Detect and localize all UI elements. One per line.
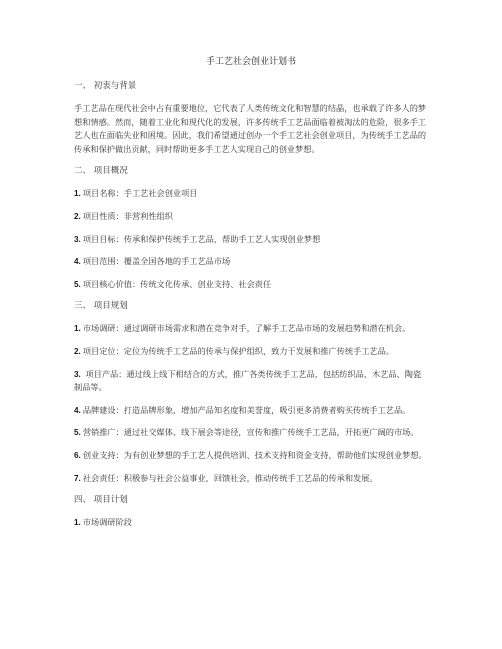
overview-item xyxy=(74,187,428,201)
planning-item xyxy=(74,449,428,463)
planning-item xyxy=(74,404,428,418)
section-heading-plan: 四、 项目计划 xyxy=(74,495,128,506)
overview-item xyxy=(74,255,428,269)
planning-item xyxy=(74,322,428,336)
item-text: 项目性质：非营利性组织 xyxy=(82,210,173,221)
planning-item xyxy=(74,368,428,395)
item-text: 项目核心价值：传统文化传承、创业支持、社会责任 xyxy=(82,278,272,289)
item-number: 4. xyxy=(74,405,81,415)
plan-item xyxy=(74,516,428,530)
item-number: 6. xyxy=(74,450,81,460)
document-title: 手工艺社会创业计划书 xyxy=(205,57,296,67)
item-number: 5. xyxy=(74,428,81,438)
item-number: 7. xyxy=(74,473,81,483)
item-number: 3. xyxy=(74,369,81,379)
item-number: 2. xyxy=(74,211,81,221)
section-heading-background: 一、 初衷与背景 xyxy=(74,81,137,91)
item-text: 市场调研：通过调研市场需求和潜在竞争对手，了解手工艺品市场的发展趋势和潜在机会。 xyxy=(82,323,411,334)
planning-item xyxy=(74,345,428,359)
item-number: 5. xyxy=(74,279,81,289)
section-heading-overview: 二、 项目概况 xyxy=(74,166,128,177)
item-text: 品牌建设：打造品牌形象，增加产品知名度和美誉度，吸引更多消费者购买传统手工艺品。 xyxy=(82,404,411,415)
item-number: 3. xyxy=(74,234,81,244)
overview-item xyxy=(74,278,428,292)
item-text: 市场调研阶段 xyxy=(82,517,132,528)
item-text: 项目定位：定位为传统手工艺品的传承与保护组织，致力于发展和推广传统手工艺品。 xyxy=(82,345,394,356)
item-text: 项目目标：传承和保护传统手工艺品，帮助手工艺人实现创业梦想 xyxy=(82,233,321,244)
item-text: 营销推广：通过社交媒体、线下展会等途径，宣传和推广传统手工艺品，开拓更广阔的市场。 xyxy=(82,427,419,438)
background-paragraph: 手工艺品在现代社会中占有重要地位，它代表了人类传统文化和智慧的结晶，也承载了许多人的梦想和情感。然而，随着工业化和现代化的发展，许多传统手工艺品面临着被淘汰的危险，很多手工艺人也在面临失业和困境。因此，我们希望通过创办一个手工艺社会创业项目，为传统手工艺品的传承和保护做出贡献，同时帮助更多手工艺人实现自己的创业梦想。 xyxy=(74,103,427,154)
item-number: 1. xyxy=(74,518,81,528)
item-number: 4. xyxy=(74,257,81,267)
section-heading-planning: 三、 项目规划 xyxy=(74,301,128,312)
item-text: 社会责任：积极参与社会公益事业，回馈社会，推动传统手工艺品的传承和发展。 xyxy=(82,472,378,483)
item-text: 项目产品：通过线上线下相结合的方式，推广各类传统手工艺品，包括纺织品、木艺品、陶瓷制品等。 xyxy=(74,368,422,393)
overview-item xyxy=(74,210,428,224)
planning-item xyxy=(74,472,428,486)
item-number: 1. xyxy=(74,189,81,199)
item-text: 项目名称：手工艺社会创业项目 xyxy=(82,188,198,199)
item-text: 创业支持：为有创业梦想的手工艺人提供培训、技术支持和资金支持，帮助他们实现创业梦想。 xyxy=(82,449,427,460)
item-number: 2. xyxy=(74,346,81,356)
item-text: 项目范围：覆盖全国各地的手工艺品市场 xyxy=(82,256,231,267)
overview-item xyxy=(74,233,428,247)
planning-item xyxy=(74,426,428,440)
item-number: 1. xyxy=(74,324,81,334)
